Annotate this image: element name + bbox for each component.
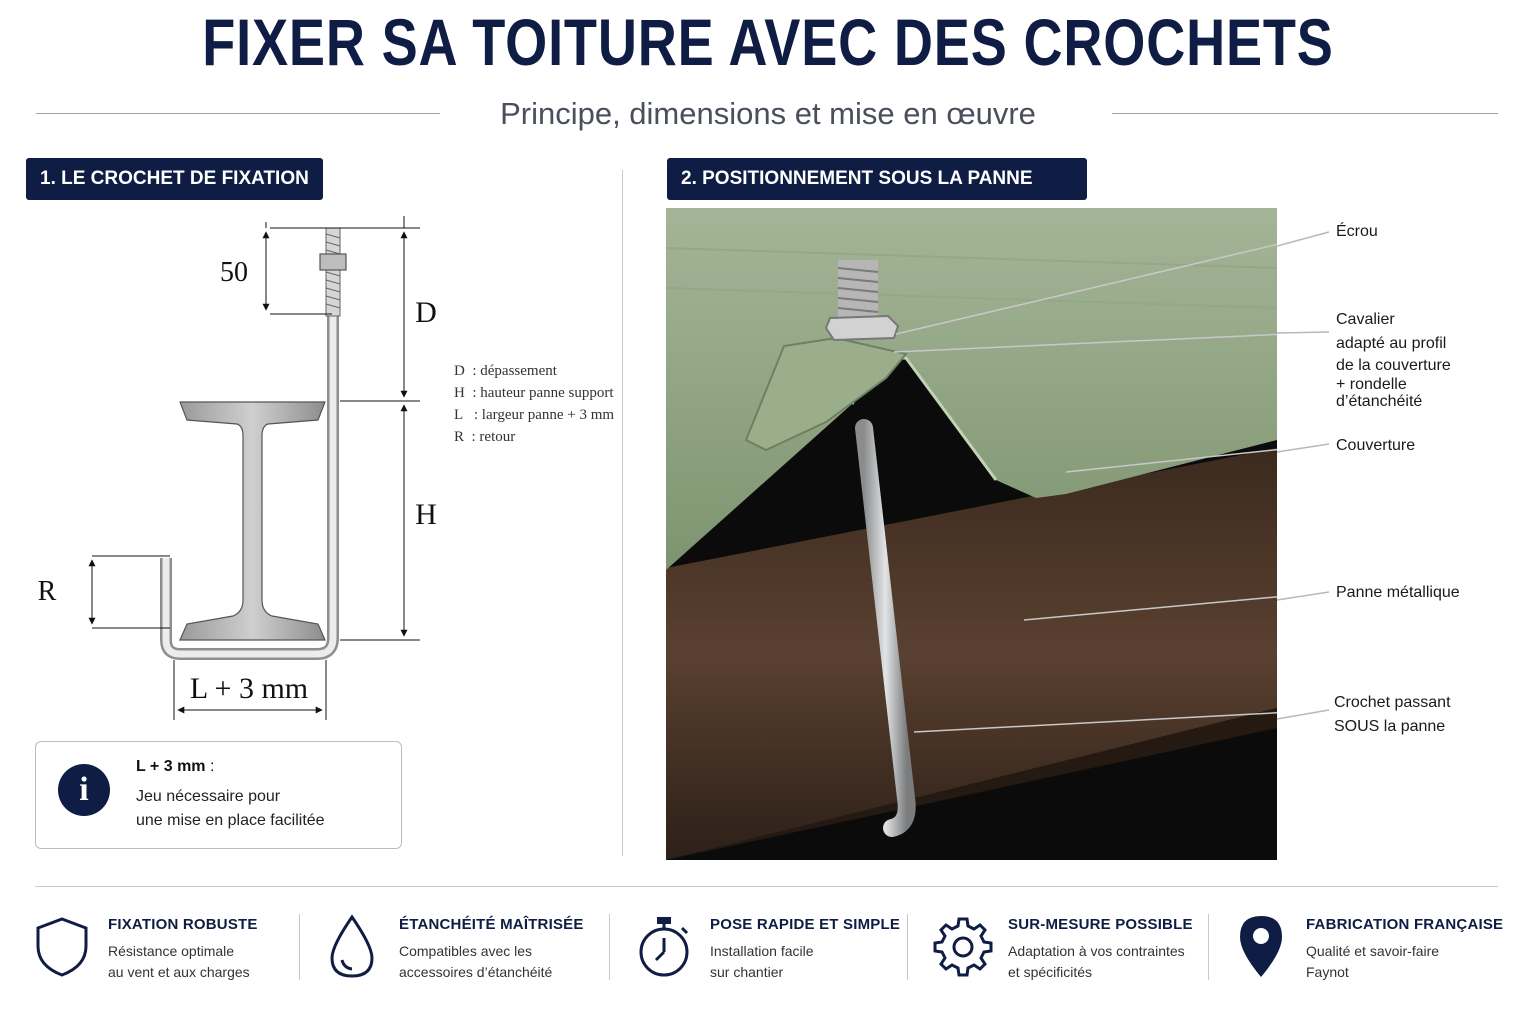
feature-item [928, 910, 1208, 986]
callout-cavalier: Cavalier adapté au profil de la couverture + rondelle d’étanchéité [1336, 311, 1451, 410]
feature-separator [907, 914, 908, 980]
feature-title: ÉTANCHÉITÉ MAÎTRISÉE [399, 916, 584, 933]
footer-divider [35, 886, 1498, 887]
section2-heading: 2. POSITIONNEMENT SOUS LA PANNE [667, 158, 1087, 200]
feature-item [322, 910, 610, 986]
location-pin-icon [1238, 914, 1284, 980]
legend-item: D : dépassement [454, 363, 557, 379]
callout-panne: Panne métallique [1336, 584, 1460, 601]
info-line2: une mise en place facilitée [136, 812, 325, 829]
title-divider-right [1112, 113, 1498, 114]
page-title: FIXER SA TOITURE AVEC DES CROCHETS [202, 5, 1334, 79]
feature-line: Installation facile [710, 943, 814, 959]
gear-icon [932, 916, 994, 978]
feature-title: SUR-MESURE POSSIBLE [1008, 916, 1193, 933]
feature-line: au vent et aux charges [108, 964, 250, 980]
legend-item: H : hauteur panne support [454, 385, 614, 401]
nut [320, 254, 346, 270]
callout-crochet: Crochet passant SOUS la panne [1334, 694, 1451, 735]
installation-photo [666, 208, 1277, 860]
feature-separator [609, 914, 610, 980]
feature-item [632, 910, 907, 986]
info-title: L + 3 mm : [136, 758, 215, 775]
feature-line: Qualité et savoir-faire [1306, 943, 1440, 959]
feature-line: Résistance optimale [108, 943, 235, 959]
i-beam-profile [180, 402, 325, 640]
stopwatch-icon [636, 914, 692, 980]
feature-separator [1208, 914, 1209, 980]
feature-title: FIXATION ROBUSTE [108, 916, 258, 933]
dim-l-label: L + 3 mm [189, 672, 309, 705]
feature-line: Adaptation à vos contraintes [1008, 943, 1185, 959]
dim-d-label: D [415, 296, 437, 329]
shield-icon [34, 916, 90, 978]
hook-technical-drawing [0, 205, 620, 735]
dim-r-label: R [37, 576, 57, 607]
dim-50-label: 50 [220, 257, 248, 288]
callout-couverture: Couverture [1336, 437, 1416, 454]
legend-item: R : retour [454, 429, 516, 445]
feature-title: FABRICATION FRANÇAISE [1306, 916, 1504, 933]
callout-ecrou: Écrou [1336, 223, 1378, 240]
feature-title: POSE RAPIDE ET SIMPLE [710, 916, 901, 933]
info-line1: Jeu nécessaire pour [136, 788, 281, 805]
section1-heading: 1. LE CROCHET DE FIXATION [26, 158, 323, 200]
callout-leaders [1277, 208, 1337, 728]
legend-item: L : largeur panne + 3 mm [454, 407, 615, 423]
page-subtitle: Principe, dimensions et mise en œuvre [500, 96, 1036, 131]
feature-line: sur chantier [710, 964, 784, 980]
feature-line: et spécificités [1008, 964, 1093, 980]
feature-line: Faynot [1306, 964, 1349, 980]
feature-separator [299, 914, 300, 980]
info-icon: i [58, 764, 110, 816]
feature-item [1234, 910, 1524, 986]
info-box [35, 741, 402, 849]
nut-photo [826, 316, 898, 340]
feature-line: Compatibles avec les [399, 943, 533, 959]
feature-item [30, 910, 300, 986]
dimension-legend [454, 360, 614, 448]
section-divider [622, 170, 623, 856]
water-drop-icon [328, 914, 376, 980]
threaded-end [326, 228, 340, 316]
feature-line: accessoires d’étanchéité [399, 964, 553, 980]
dim-h-label: H [415, 498, 437, 531]
